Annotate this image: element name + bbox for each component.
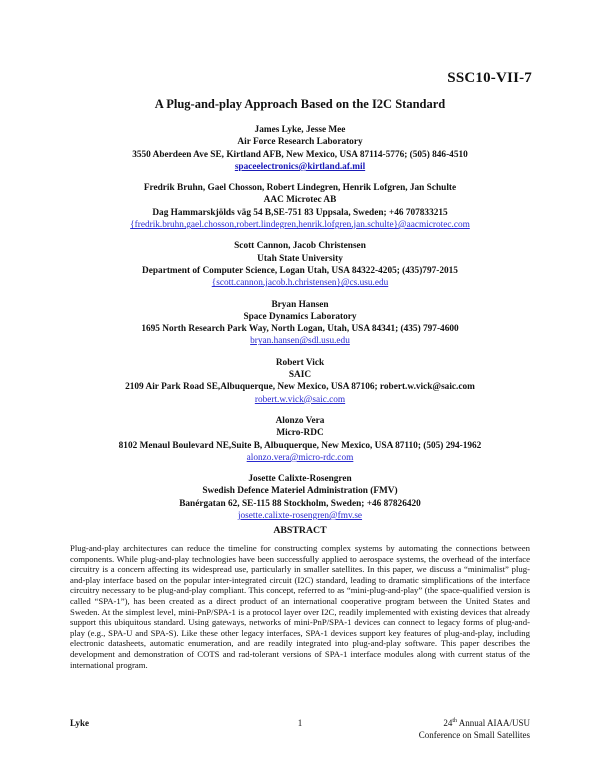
- organization: Utah State University: [257, 253, 343, 264]
- organization: Micro-RDC: [276, 428, 324, 439]
- email-link[interactable]: spaceelectronics@kirtland.af.mil: [234, 161, 366, 172]
- conference-subtitle: Conference on Small Satellites: [418, 729, 530, 740]
- organization: Air Force Research Laboratory: [237, 137, 363, 148]
- address: 3550 Aberdeen Ave SE, Kirtland AFB, New Mexico, USA 87114-5776; (505) 846-4510: [132, 149, 468, 160]
- email-link[interactable]: {scott.cannon,jacob.h.christensen}@cs.usu.edu: [211, 278, 389, 289]
- paper-title: A Plug-and-play Approach Based on the I2C Standard: [154, 97, 446, 111]
- email-link[interactable]: bryan.hansen@sdl.usu.edu: [250, 336, 350, 347]
- author-names: Scott Cannon, Jacob Christensen: [234, 241, 366, 252]
- conference-edition: 24: [443, 718, 453, 728]
- abstract-text: Plug-and-play architectures can reduce the timeline for constructing complex systems by automating the connections between components. While plug-and-play technologies have been successfully applied to aerospace systems, the overhead of the interface circuitry is a concern affecting its widespread use, particularly in smaller satellites. In this paper, we discuss a “minimalist” plug-and-play interface based on the popular inter-integrated circuit (I2C) standard, leading to dramatic simplifications of the interface circuitry necessary to be plug-and-play compliant. This concept, referred to as “mini-plug-and-play” (the space-qualified version is called “SPA-1”), has been created as a direct product of an international cooperative program between the United States and Sweden. At the simplest level, mini-PnP/SPA-1 is a protocol layer over I2C, readily implemented with existing devices that already support this ubiquitous standard. Using gateways, networks of mini-PnP/SPA-1 devices can connect to legacy forms of plug-and-play (e.g., SPA-U and SPA-S). Like these other legacy interfaces, SPA-1 devices support key features of plug-and-play, including electronic datasheets, automatic enumeration, and are readily integrated into plug-and-play software. This paper describes the development and demonstration of COTS and rad-tolerant versions of SPA-1 interface modules along with current status of the international program.: [70, 543, 530, 670]
- affiliation-block: [60, 182, 540, 231]
- author-names: Bryan Hansen: [271, 299, 329, 310]
- affiliation-block: [60, 473, 540, 522]
- document-id: SSC10-VII-7: [447, 70, 532, 86]
- footer-conference: [419, 718, 530, 741]
- author-names: James Lyke, Jesse Mee: [254, 125, 346, 135]
- affiliation-block: [60, 299, 540, 348]
- address: 1695 North Research Park Way, North Logan, Utah, USA 84341; (435) 797-4600: [141, 324, 459, 335]
- author-names: Josette Calixte-Rosengren: [248, 474, 352, 485]
- organization: Space Dynamics Laboratory: [243, 311, 357, 322]
- author-names: Fredrik Bruhn, Gael Chosson, Robert Lindegren, Henrik Lofgren, Jan Schulte: [143, 183, 457, 194]
- affiliation-block: [60, 240, 540, 289]
- author-names: Robert Vick: [275, 357, 325, 368]
- address: 8102 Menaul Boulevard NE,Suite B, Albuquerque, New Mexico, USA 87110; (505) 294-1962: [118, 440, 482, 451]
- email-link[interactable]: josette.calixte-rosengren@fmv.se: [237, 511, 363, 522]
- address: Banérgatan 62, SE-115 88 Stockholm, Sweden; +46 87826420: [179, 498, 421, 509]
- conference-name: Annual AIAA/USU: [456, 718, 530, 728]
- affiliation-block: [60, 357, 540, 406]
- address: 2109 Air Park Road SE,Albuquerque, New Mexico, USA 87106; robert.w.vick@saic.com: [125, 382, 475, 393]
- organization: AAC Microtec AB: [263, 195, 337, 206]
- organization: SAIC: [288, 370, 312, 381]
- affiliation-block: [60, 415, 540, 464]
- address: Dag Hammarskjölds väg 54 B,SE-751 83 Uppsala, Sweden; +46 707833215: [152, 207, 448, 218]
- affiliation-block: [60, 124, 540, 173]
- ordinal-suffix: th: [452, 718, 457, 724]
- email-link[interactable]: robert.w.vick@saic.com: [254, 394, 346, 405]
- footer-author: Lyke: [70, 718, 90, 728]
- organization: Swedish Defence Materiel Administration (FMV): [202, 486, 398, 497]
- author-affiliations: [60, 124, 540, 531]
- email-link[interactable]: alonzo.vera@micro-rdc.com: [246, 452, 354, 463]
- address: Department of Computer Science, Logan Utah, USA 84322-4205; (435)797-2015: [142, 265, 458, 276]
- page-number: 1: [297, 718, 303, 728]
- email-link[interactable]: {fredrik.bruhn,gael.chosson,robert.lindegren,henrik.lofgren,jan.schulte}@aacmicrotec.com: [130, 220, 470, 231]
- abstract-heading: ABSTRACT: [273, 525, 327, 536]
- author-names: Alonzo Vera: [275, 415, 325, 426]
